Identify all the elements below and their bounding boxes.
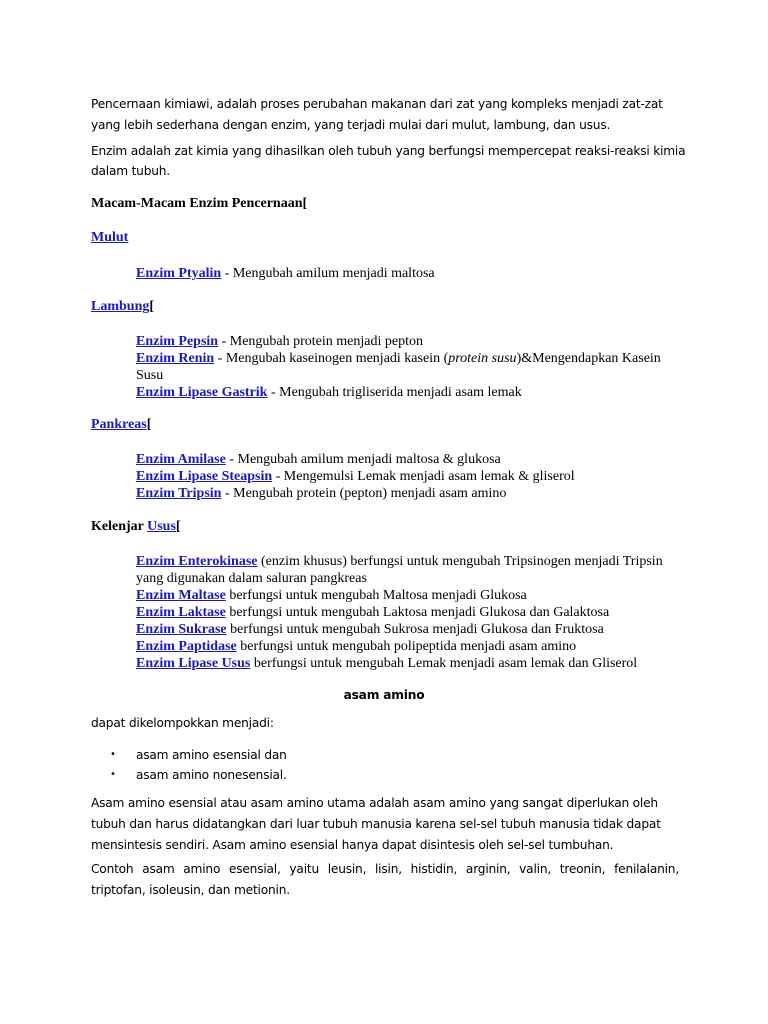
enzyme-desc: - Mengubah amilum menjadi maltosa & glukosa xyxy=(225,452,501,467)
enzyme-desc: (enzim khusus) berfungsi untuk mengubah Tripsinogen menjadi Tripsin yang digunakan dalam saluran pangkreas xyxy=(136,554,663,586)
usus-link[interactable]: Usus xyxy=(147,519,176,534)
enzyme-desc: berfungsi untuk mengubah polipeptida menjadi asam amino xyxy=(236,639,577,654)
bullet-icon: • xyxy=(110,749,116,760)
enzyme-link-enterokinase[interactable]: Enzim Enterokinase xyxy=(136,554,258,569)
enzyme-desc: berfungsi untuk mengubah Laktosa menjadi Glukosa dan Galaktosa xyxy=(225,605,610,620)
enzyme-link-tripsin[interactable]: Enzim Tripsin xyxy=(136,486,222,501)
enzyme-item xyxy=(136,587,676,604)
enzyme-link-ptyalin[interactable]: Enzim Ptyalin xyxy=(136,266,222,281)
enzyme-link-pepsin[interactable]: Enzim Pepsin xyxy=(136,334,219,349)
enzyme-item xyxy=(136,333,676,350)
pankreas-heading-suffix: [ xyxy=(146,417,152,432)
usus-heading xyxy=(91,519,181,535)
enzyme-desc: - Mengubah trigliserida menjadi asam lemak xyxy=(267,385,522,400)
mulut-link[interactable]: Mulut xyxy=(91,230,129,245)
lambung-enzyme-list xyxy=(136,333,676,401)
bullet-icon: • xyxy=(110,769,116,780)
intro-paragraph: Pencernaan kimiawi, adalah proses perubahan makanan dari zat yang kompleks menjadi zat-zat yang lebih sederhana dengan enzim, yang terjadi mulai dari mulut, lambung, dan usus. xyxy=(91,97,663,132)
lambung-link[interactable]: Lambung xyxy=(91,299,150,314)
asam-amino-intro: dapat dikelompokkan menjadi: xyxy=(91,716,274,730)
enzyme-link-paptidase[interactable]: Enzim Paptidase xyxy=(136,639,237,654)
enzyme-desc: berfungsi untuk mengubah Lemak menjadi asam lemak dan Gliserol xyxy=(250,656,638,671)
enzyme-link-maltase[interactable]: Enzim Maltase xyxy=(136,588,226,603)
enzyme-item xyxy=(136,350,676,384)
enzyme-item xyxy=(136,384,676,401)
enzyme-item xyxy=(136,451,676,468)
enzyme-link-lipase-usus[interactable]: Enzim Lipase Usus xyxy=(136,656,251,671)
asam-amino-contoh-paragraph: Contoh asam amino esensial, yaitu leusin, lisin, histidin, arginin, valin, treonin, fenilalanin, triptofan, isoleusin, dan metionin. xyxy=(91,862,679,897)
list-item xyxy=(110,765,287,785)
enzyme-link-lipase-steapsin[interactable]: Enzim Lipase Steapsin xyxy=(136,469,273,484)
enzyme-desc: - Mengubah amilum menjadi maltosa xyxy=(221,266,435,281)
enzyme-desc: - Mengubah protein menjadi pepton xyxy=(218,334,423,349)
enzyme-item xyxy=(136,553,676,587)
lambung-heading xyxy=(91,299,154,315)
enzyme-desc: - Mengubah protein (pepton) menjadi asam amino xyxy=(221,486,507,501)
pankreas-link[interactable]: Pankreas xyxy=(91,417,147,432)
enzyme-desc: berfungsi untuk mengubah Sukrosa menjadi Glukosa dan Fruktosa xyxy=(226,622,604,637)
enzyme-desc-italic: protein susu xyxy=(448,351,517,366)
enzyme-item xyxy=(136,265,676,282)
lambung-heading-suffix: [ xyxy=(149,299,155,314)
list-item-text: asam amino nonesensial. xyxy=(136,768,287,782)
asam-amino-list xyxy=(110,745,287,785)
enzyme-item xyxy=(136,621,676,638)
enzyme-item xyxy=(136,655,676,672)
enzyme-item xyxy=(136,604,676,621)
asam-amino-esensial-paragraph: Asam amino esensial atau asam amino utama adalah asam amino yang sangat diperlukan oleh tubuh dan harus didatangkan dari luar tubuh manusia karena sel-sel tubuh manusia tidak dapat mensintesis sendiri. Asam amino esensial hanya dapat disintesis oleh sel-sel tumbuhan. xyxy=(91,796,661,852)
list-item-text: asam amino esensial dan xyxy=(136,748,287,762)
enzyme-link-lipase-gastrik[interactable]: Enzim Lipase Gastrik xyxy=(136,385,268,400)
pankreas-enzyme-list xyxy=(136,451,676,502)
enzyme-link-amilase[interactable]: Enzim Amilase xyxy=(136,452,226,467)
enzyme-desc: - Mengubah kaseinogen menjadi kasein ( xyxy=(214,351,449,366)
list-item xyxy=(110,745,287,765)
usus-enzyme-list xyxy=(136,553,676,672)
usus-heading-prefix: Kelenjar xyxy=(91,519,148,534)
enzyme-item xyxy=(136,468,676,485)
enzyme-desc: berfungsi untuk mengubah Maltosa menjadi Glukosa xyxy=(225,588,527,603)
enzyme-desc: - Mengemulsi Lemak menjadi asam lemak & gliserol xyxy=(272,469,575,484)
mulut-enzyme-list xyxy=(136,265,676,282)
section-heading: Macam-Macam Enzim Pencernaan[ xyxy=(91,196,308,211)
enzyme-link-laktase[interactable]: Enzim Laktase xyxy=(136,605,226,620)
enzyme-item xyxy=(136,638,676,655)
mulut-heading xyxy=(91,230,128,246)
enzyme-desc: )&Mengendapkan Kasein Susu xyxy=(136,351,661,383)
pankreas-heading xyxy=(91,417,151,433)
enzyme-link-sukrase[interactable]: Enzim Sukrase xyxy=(136,622,227,637)
usus-heading-suffix: [ xyxy=(175,519,181,534)
enzyme-link-renin[interactable]: Enzim Renin xyxy=(136,351,215,366)
enzim-definition-paragraph: Enzim adalah zat kimia yang dihasilkan oleh tubuh yang berfungsi mempercepat reaksi-reaksi kimia dalam tubuh. xyxy=(91,144,686,178)
enzyme-item xyxy=(136,485,676,502)
asam-amino-title: asam amino xyxy=(343,688,425,702)
